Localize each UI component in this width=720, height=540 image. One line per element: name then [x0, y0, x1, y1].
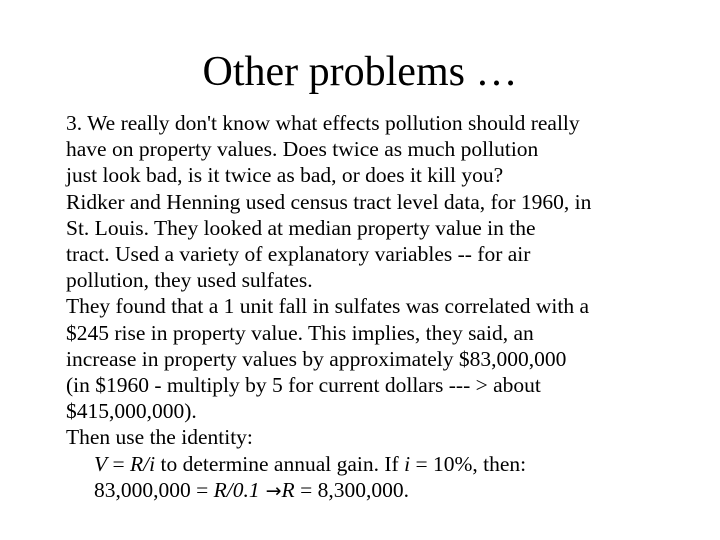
var-R-over-i: R/i — [130, 451, 156, 476]
text-line: Ridker and Henning used census tract level data, for 1960, in — [66, 189, 592, 214]
var-i: i — [404, 451, 411, 476]
text-line: (in $1960 - multiply by 5 for current dollars --- > about — [66, 373, 541, 398]
paragraph-identity — [66, 424, 666, 504]
paragraph-ridker-henning — [66, 189, 666, 294]
text-line: They found that a 1 unit fall in sulfates was correlated with a — [66, 294, 590, 319]
eq-sign: = — [107, 451, 131, 476]
text-line: tract. Used a variety of explanatory variables -- for air — [66, 242, 531, 267]
text-line: just look bad, is it twice as bad, or does it kill you? — [66, 163, 504, 188]
eq-result: = 8,300,000. — [294, 477, 409, 502]
eq-text: = 10%, then: — [410, 451, 527, 476]
calculation-equation — [94, 477, 666, 504]
var-R-over-0-1: R/0.1 — [213, 477, 260, 502]
eq-text: to determine annual gain. If — [155, 451, 405, 476]
paragraph-problem-3 — [66, 110, 666, 189]
text-line: pollution, they used sulfates. — [66, 268, 313, 293]
text-line: 3. We really don't know what effects pollution should really — [66, 111, 580, 135]
identity-equation — [94, 451, 666, 477]
text-line: $415,000,000). — [66, 399, 197, 424]
text-line: Then use the identity: — [66, 425, 253, 450]
right-arrow-icon: → — [265, 479, 282, 502]
text-line: have on property values. Does twice as much pollution — [66, 137, 539, 162]
slide-body — [66, 110, 666, 504]
slide-title: Other problems … — [202, 49, 518, 95]
text-line: St. Louis. They looked at median property value in the — [66, 215, 536, 240]
text-line: $245 rise in property value. This implies, they said, an — [66, 320, 534, 345]
var-V: V — [94, 451, 108, 476]
paragraph-findings — [66, 293, 666, 424]
eq-lhs: 83,000,000 = — [94, 477, 214, 502]
var-R: R — [281, 477, 295, 502]
text-line: increase in property values by approximately $83,000,000 — [66, 346, 567, 371]
